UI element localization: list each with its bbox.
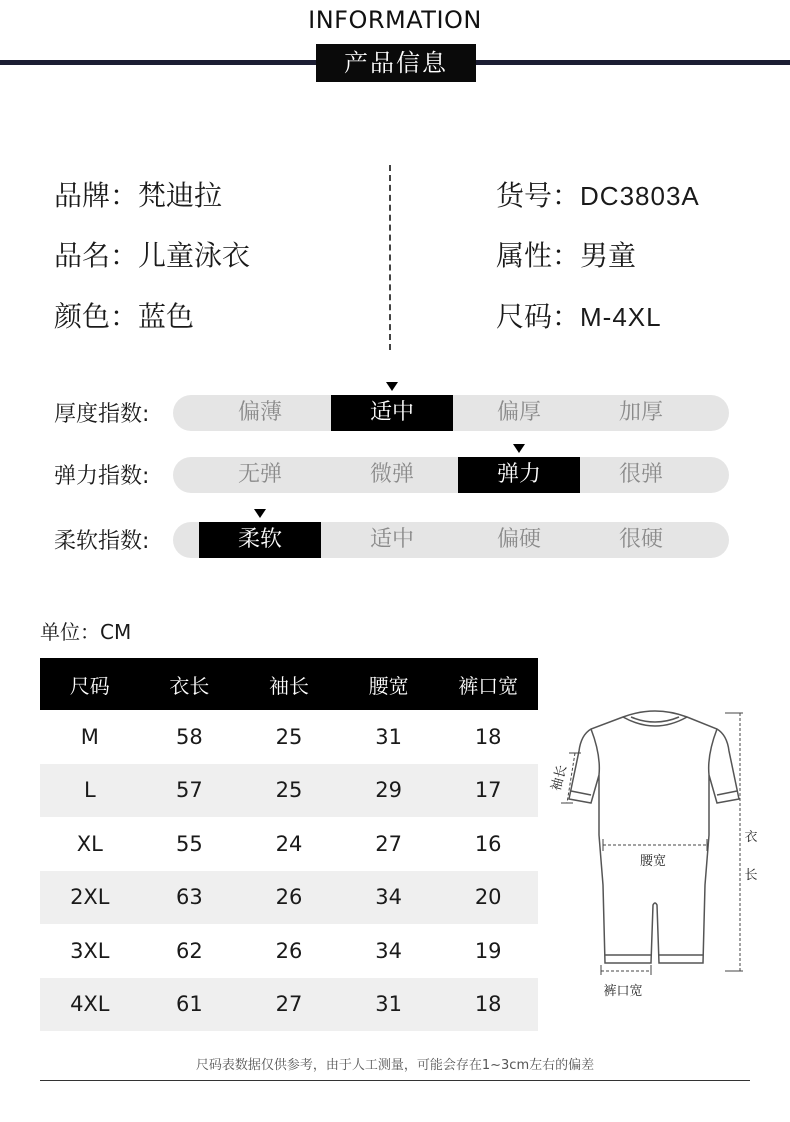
sku-value: DC3803A: [580, 181, 700, 211]
cell-sleeve: 25: [239, 710, 339, 764]
header-leg-opening: 裤口宽: [438, 658, 538, 710]
index-option-selected: 适中: [331, 395, 453, 431]
footer-divider: [40, 1080, 750, 1081]
cell-length: 57: [140, 764, 240, 818]
product-name-row: [54, 234, 250, 274]
length-label-1: 衣: [744, 830, 758, 845]
cell-length: 62: [140, 924, 240, 978]
sku-label: 货号：: [496, 179, 581, 212]
cell-length: 58: [140, 710, 240, 764]
cell-length: 55: [140, 817, 240, 871]
cell-leg-opening: 19: [438, 924, 538, 978]
header-sleeve: 袖长: [239, 658, 339, 710]
length-label-2: 长: [744, 868, 758, 883]
size-range-row: [496, 295, 662, 335]
cell-sleeve: 25: [239, 764, 339, 818]
index-label: 柔软指数:: [54, 529, 150, 554]
cell-size: XL: [40, 817, 140, 871]
table-row: [40, 764, 538, 818]
index-option-selected: 柔软: [199, 522, 321, 558]
garment-diagram: [545, 705, 770, 1005]
index-label: 厚度指数:: [54, 402, 150, 427]
cell-size: 4XL: [40, 978, 140, 1032]
attribute-row: [496, 234, 636, 274]
index-option: 微弹: [369, 462, 414, 487]
size-table-header: [40, 658, 538, 710]
product-name-label: 品名：: [54, 239, 139, 272]
index-option: 适中: [369, 527, 414, 552]
info-divider: [389, 165, 391, 350]
color-row: [54, 295, 194, 335]
cell-waist: 27: [339, 817, 439, 871]
cell-sleeve: 24: [239, 817, 339, 871]
index-label: 弹力指数:: [54, 464, 150, 489]
cell-sleeve: 27: [239, 978, 339, 1032]
product-name-value: 儿童泳衣: [138, 239, 251, 272]
waist-label: 腰宽: [639, 854, 667, 869]
cell-waist: 34: [339, 871, 439, 925]
attribute-value: 男童: [580, 239, 637, 272]
color-label: 颜色：: [54, 300, 139, 333]
cell-waist: 29: [339, 764, 439, 818]
swimsuit-outline: [569, 711, 739, 963]
cell-waist: 31: [339, 978, 439, 1032]
cell-leg-opening: 18: [438, 978, 538, 1032]
header-en-title: INFORMATION: [308, 6, 482, 34]
table-row: [40, 710, 538, 764]
cell-leg-opening: 20: [438, 871, 538, 925]
table-row: [40, 817, 538, 871]
table-row: [40, 924, 538, 978]
brand-row: [54, 174, 222, 214]
index-option: 偏厚: [496, 400, 541, 425]
cell-waist: 34: [339, 924, 439, 978]
table-row: [40, 871, 538, 925]
header-waist: 腰宽: [339, 658, 439, 710]
brand-value: 梵迪拉: [138, 179, 223, 212]
cell-size: 3XL: [40, 924, 140, 978]
selected-indicator-arrow-icon: [254, 509, 266, 518]
index-option: 加厚: [618, 400, 663, 425]
size-table: [40, 658, 538, 1031]
table-row: [40, 978, 538, 1032]
cell-sleeve: 26: [239, 871, 339, 925]
brand-label: 品牌：: [54, 179, 139, 212]
index-option: 很硬: [618, 527, 663, 552]
index-option: 无弹: [237, 462, 282, 487]
cell-length: 63: [140, 871, 240, 925]
sku-row: [496, 174, 700, 214]
cell-size: 2XL: [40, 871, 140, 925]
cell-size: L: [40, 764, 140, 818]
index-option: 偏薄: [237, 400, 282, 425]
leg-opening-label: 裤口宽: [603, 984, 643, 999]
header-length: 衣长: [140, 658, 240, 710]
header-cn-title: 产品信息: [316, 44, 476, 82]
selected-indicator-arrow-icon: [386, 382, 398, 391]
index-option: 很弹: [618, 462, 663, 487]
cell-length: 61: [140, 978, 240, 1032]
color-value: 蓝色: [138, 300, 195, 333]
header-size: 尺码: [40, 658, 140, 710]
sleeve-label: 袖长: [549, 763, 571, 793]
attribute-label: 属性：: [496, 239, 581, 272]
size-range-label: 尺码：: [496, 300, 581, 333]
cell-waist: 31: [339, 710, 439, 764]
cell-leg-opening: 16: [438, 817, 538, 871]
index-option-selected: 弹力: [458, 457, 580, 493]
index-option: 偏硬: [496, 527, 541, 552]
size-range-value: M-4XL: [580, 302, 662, 332]
disclaimer-note: 尺码表数据仅供参考，由于人工测量，可能会存在1~3cm左右的偏差: [195, 1058, 595, 1073]
selected-indicator-arrow-icon: [513, 444, 525, 453]
unit-label: 单位：CM: [40, 620, 132, 644]
cell-leg-opening: 17: [438, 764, 538, 818]
cell-size: M: [40, 710, 140, 764]
cell-leg-opening: 18: [438, 710, 538, 764]
cell-sleeve: 26: [239, 924, 339, 978]
